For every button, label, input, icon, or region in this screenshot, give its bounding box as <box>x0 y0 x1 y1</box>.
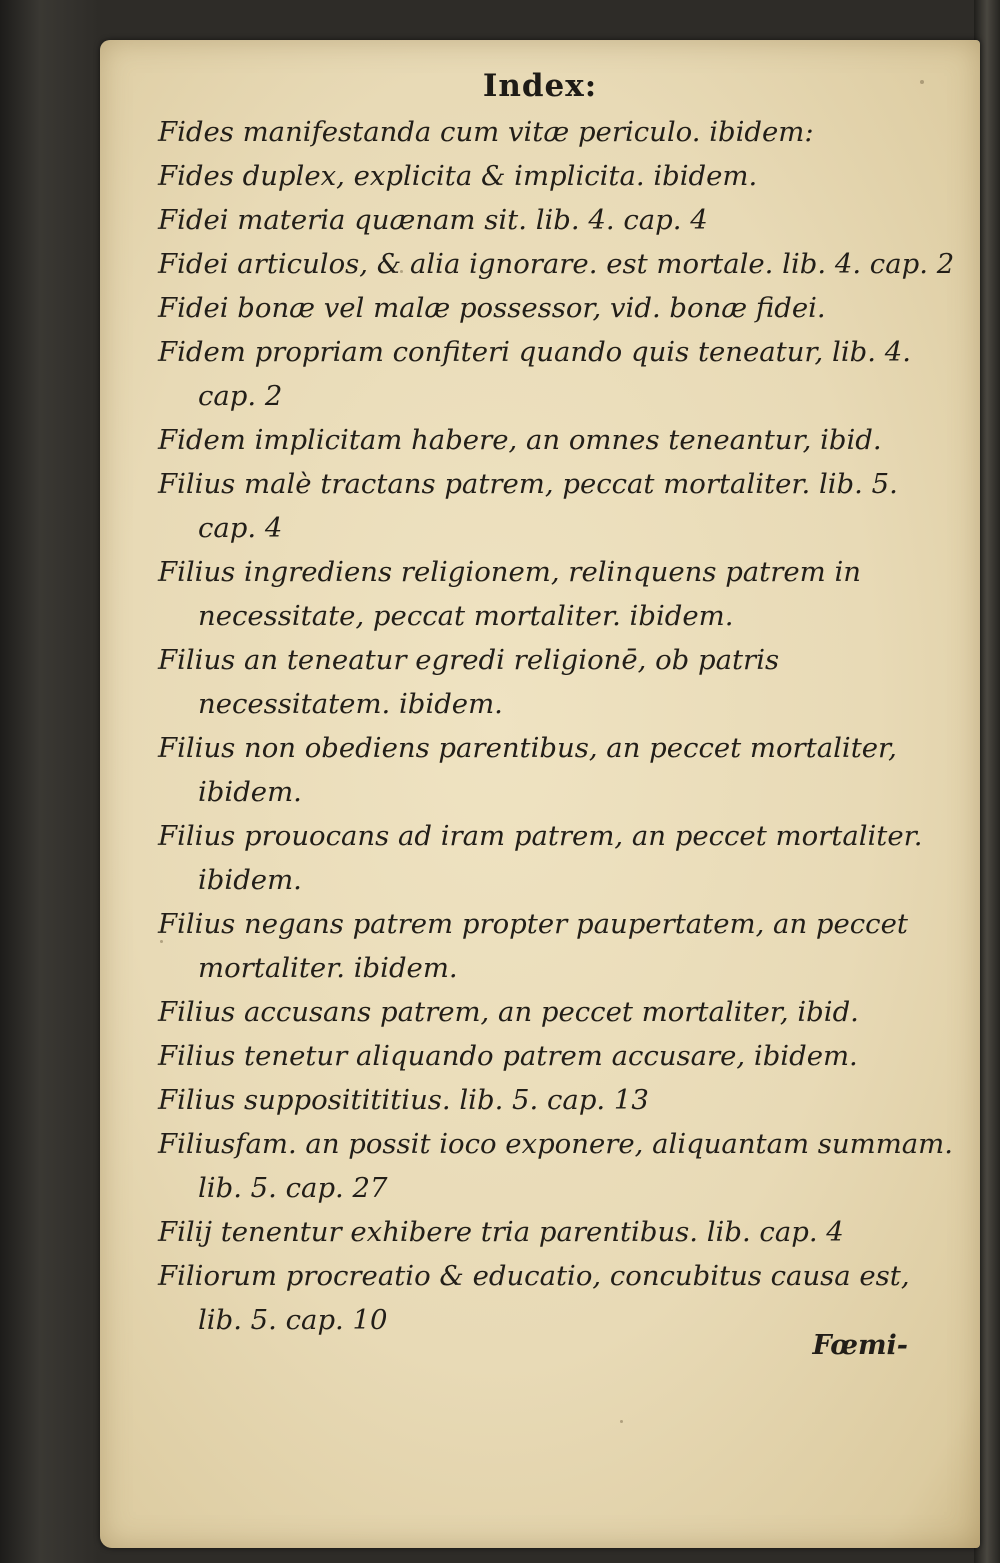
index-entry: Fidei bonæ vel malæ possessor, vid. bonæ fidei. <box>158 292 826 324</box>
running-header: Index: <box>482 68 598 104</box>
index-entry: Filiusfam. an possit ioco exponere, aliquantam summam. lib. 5. cap. 27 <box>158 1128 953 1204</box>
index-entry: Fidem propriam confiteri quando quis teneatur, lib. 4. cap. 2 <box>158 336 911 412</box>
catchword: Fœmi- <box>812 1330 908 1361</box>
index-entry: Filius accusans patrem, an peccet mortaliter, ibid. <box>158 996 859 1028</box>
index-entry: Filius suppositititius. lib. 5. cap. 13 <box>158 1084 649 1116</box>
index-entry: Fidem implicitam habere, an omnes teneantur, ibid. <box>158 424 882 456</box>
index-entry: Filius negans patrem propter paupertatem, an peccet mortaliter. ibidem. <box>158 908 908 984</box>
index-entry: Fidei materia quænam sit. lib. 4. cap. 4 <box>158 204 708 236</box>
index-entry: Fidei articulos, & alia ignorare. est mortale. lib. 4. cap. 2 <box>158 248 955 280</box>
index-entry: Filius an teneatur egredi religionē, ob patris necessitatem. ibidem. <box>158 644 780 720</box>
index-entry: Filius tenetur aliquando patrem accusare, ibidem. <box>158 1040 858 1072</box>
index-entry: Filius prouocans ad iram patrem, an peccet mortaliter. ibidem. <box>158 820 923 896</box>
index-entry: Filiorum procreatio & educatio, concubitus causa est, lib. 5. cap. 10 <box>158 1260 910 1336</box>
index-entry: Fides duplex, explicita & implicita. ibidem. <box>158 160 758 192</box>
index-entry: Filius malè tractans patrem, peccat mortaliter. lib. 5. cap. 4 <box>158 468 898 544</box>
index-entry: Fides manifestanda cum vitæ periculo. ibidem: <box>158 116 814 148</box>
paper-speck <box>620 1420 623 1423</box>
index-entry: Filius ingrediens religionem, relinquens patrem in necessitate, peccat mortaliter. ibidem. <box>158 556 861 632</box>
index-entry: Filius non obediens parentibus, an peccet mortaliter, ibidem. <box>158 732 897 808</box>
index-entries <box>158 110 958 1342</box>
index-entry: Filij tenentur exhibere tria parentibus. lib. cap. 4 <box>158 1216 844 1248</box>
